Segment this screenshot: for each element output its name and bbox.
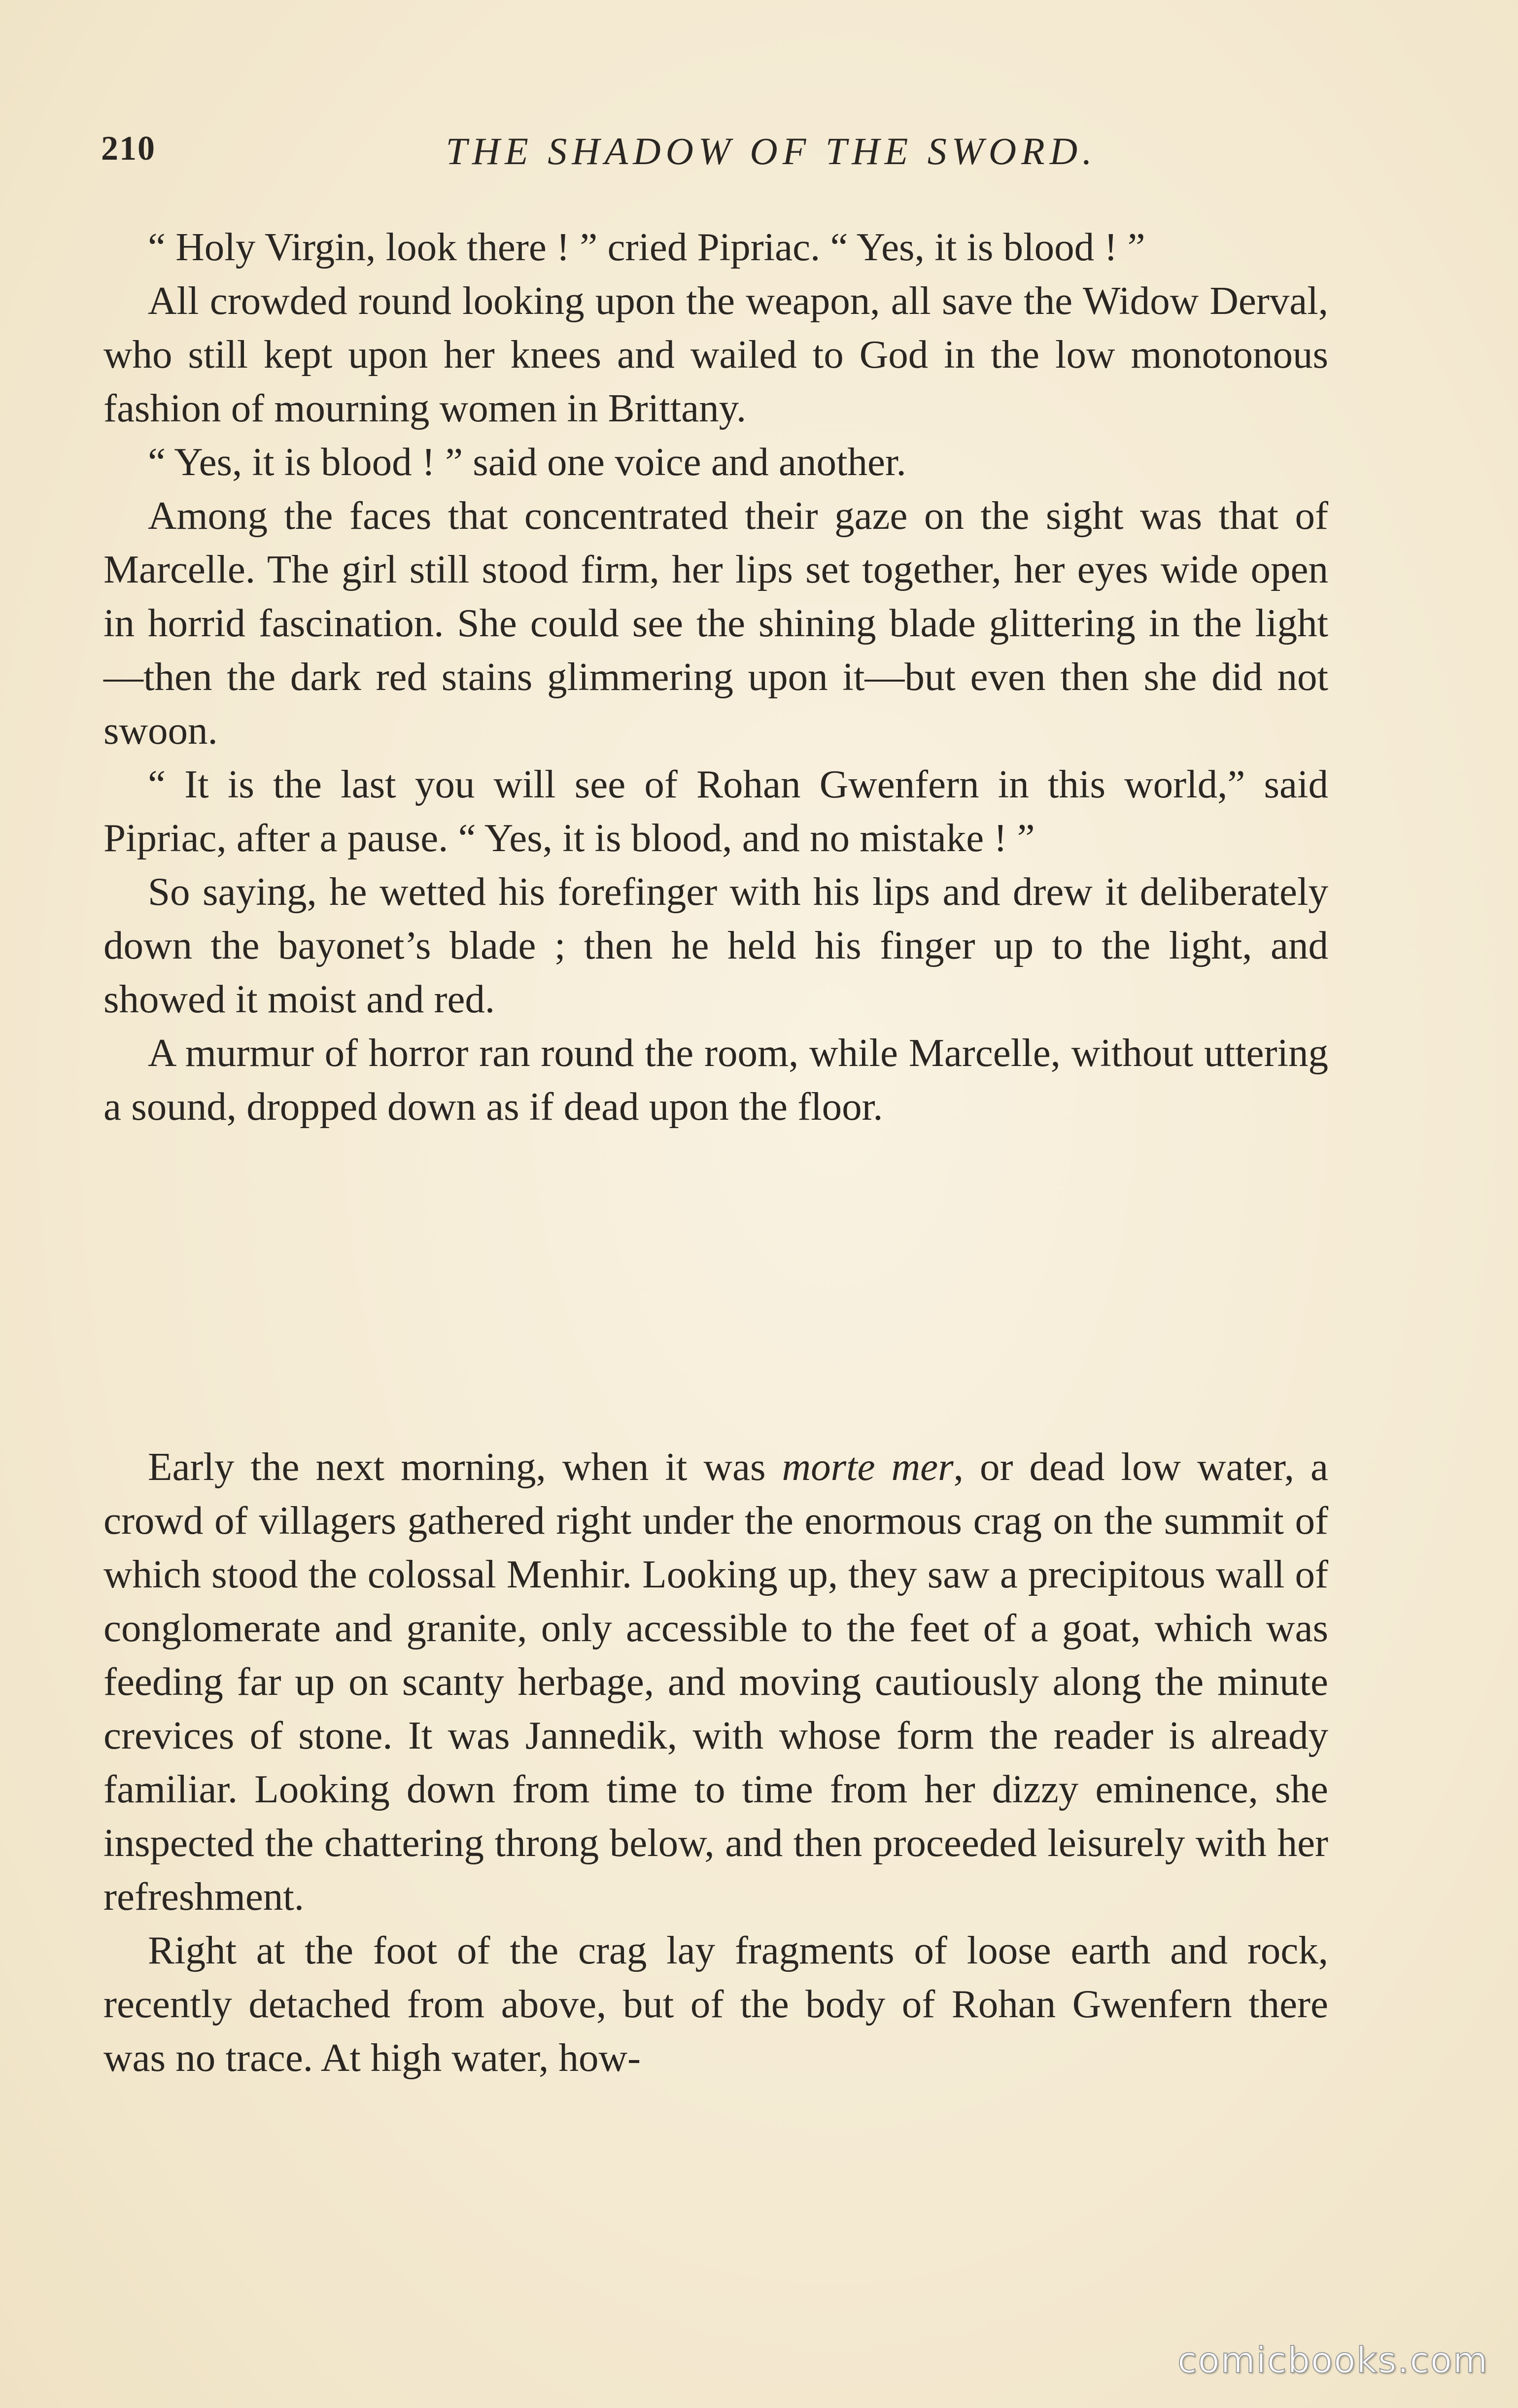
paragraph: A murmur of horror ran round the room, while Marcelle, without uttering a sound, dropped down as if dead upon the floor.	[104, 1031, 1328, 1129]
paragraph: “ Holy Virgin, look there ! ” cried Pipriac. “ Yes, it is blood ! ”	[148, 225, 1145, 269]
page-header	[101, 129, 1333, 183]
text-run: , or dead low water, a crowd of villagers gathered right under the enormous crag on the summit of which stood the colossal Menhir. Looking up, they saw a precipitous wall of conglomerate and granite, only accessible to the feet of a goat, which was feeding far up on scanty herbage, and moving cautiously along the minute crevices of stone. It was Jannedik, with whose form the reader is already familiar. Looking down from time to time from her dizzy eminence, she inspected the chattering throng below, and then proceeded leisurely with her refreshment.	[104, 1445, 1328, 1919]
page-number: 210	[101, 130, 156, 168]
paragraph: “ Yes, it is blood ! ” said one voice and another.	[148, 440, 906, 484]
italic-phrase: morte mer	[782, 1445, 954, 1489]
text-run: Early the next morning, when it was	[148, 1445, 782, 1489]
paragraph: Among the faces that concentrated their gaze on the sight was that of Marcelle. The girl still stood firm, her lips set together, her eyes wide open in horrid fascination. She could see the shining blade glittering in the light—then the dark red stains glimmering upon it—but even then she did not swoon.	[104, 493, 1328, 753]
text-section-2	[104, 1440, 1328, 2085]
paragraph: All crowded round looking upon the weapon, all save the Widow Derval, who still kept upon her knees and wailed to God in the low monotonous fashion of mourning women in Brittany.	[104, 278, 1328, 430]
paragraph: “ It is the last you will see of Rohan Gwenfern in this world,” said Pipriac, after a pause. “ Yes, it is blood, and no mistake ! ”	[104, 762, 1328, 860]
text-section-1	[104, 220, 1328, 1134]
paragraph: Right at the foot of the crag lay fragments of loose earth and rock, recently detached from above, but of the body of Rohan Gwenfern there was no trace. At high water, how-	[104, 1928, 1328, 2080]
paragraph: So saying, he wetted his forefinger with his lips and drew it deliberately down the bayonet’s blade ; then he held his finger up to the light, and showed it moist and red.	[104, 869, 1328, 1021]
running-title: THE SHADOW OF THE SWORD.	[446, 130, 1097, 172]
watermark: comicbooks.com	[1177, 2339, 1488, 2381]
paragraph	[104, 1440, 1328, 1924]
